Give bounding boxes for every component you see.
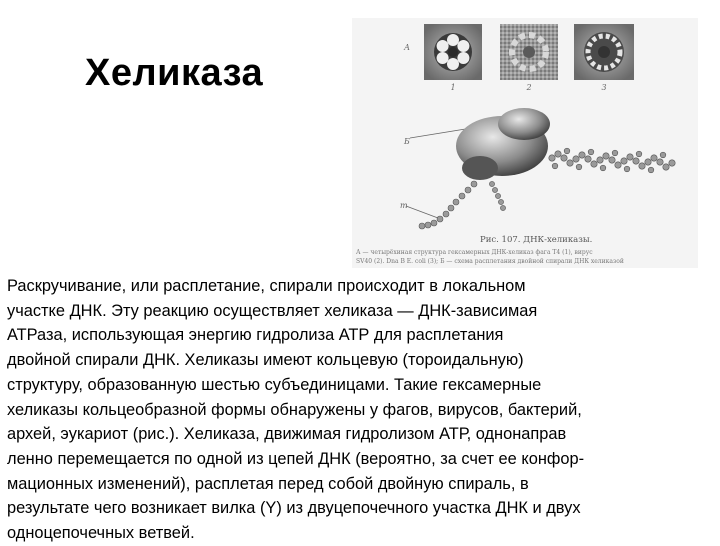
figure-legend-line-1: А — четырёхиная структура гексамерных ДНК-хеликаз фага Т4 (1), вирус [356, 249, 593, 256]
image-number-1: 1 [450, 83, 456, 92]
strand-label: т [400, 201, 408, 210]
body-line: мационных изменений), расплетая перед собой двойную спираль, в [7, 474, 529, 493]
helicase-figure-image [352, 18, 698, 268]
body-line: двойной спирали ДНК. Хеликазы имеют кольцевую (тороидальную) [7, 351, 524, 370]
body-line: структуру, образованную шестью субъединицами. Такие гексамерные [7, 375, 542, 394]
strand-pointer [406, 206, 438, 218]
panel-a-marker: А [404, 43, 411, 52]
body-line: хеликазы кольцеобразной формы обнаружены у фагов, вирусов, бактерий, [7, 400, 582, 419]
body-line: Раскручивание, или расплетание, спирали происходит в локальном [7, 277, 526, 295]
helicase-protein-model [456, 108, 550, 180]
body-line: ленно перемещается по одной из цепей ДНК (вероятно, за счет ее конфор- [7, 449, 585, 468]
body-line: участке ДНК. Эту реакцию осуществляет хеликаза — ДНК-зависимая [7, 301, 538, 320]
em-image-1 [424, 24, 482, 80]
image-number-2: 2 [526, 83, 532, 92]
panel-b-marker: Б [404, 137, 410, 146]
body-line: результате чего возникает вилка (Y) из двуцепочечного участка ДНК и двух [7, 499, 581, 518]
body-line: АТРаза, использующая энергию гидролиза АТР для расплетания [7, 326, 504, 345]
em-image-2 [500, 24, 558, 80]
body-paragraph [7, 274, 719, 546]
figure-legend-line-2: SV40 (2). Dna В E. coli (3); Б — схема расплетания двойной спирали ДНК хеликазой [356, 258, 624, 265]
helicase-figure [352, 18, 698, 268]
slide-title: Хеликаза [85, 52, 264, 94]
body-line: одноцепочечных ветвей. [7, 524, 195, 543]
dna-strands [419, 148, 675, 229]
figure-caption: Рис. 107. ДНК-хеликазы. [480, 235, 593, 245]
image-number-3: 3 [601, 83, 607, 92]
em-image-3 [574, 24, 634, 80]
body-line: архей, эукариот (рис.). Хеликаза, движимая гидролизом АТР, однонаправ [7, 425, 567, 444]
